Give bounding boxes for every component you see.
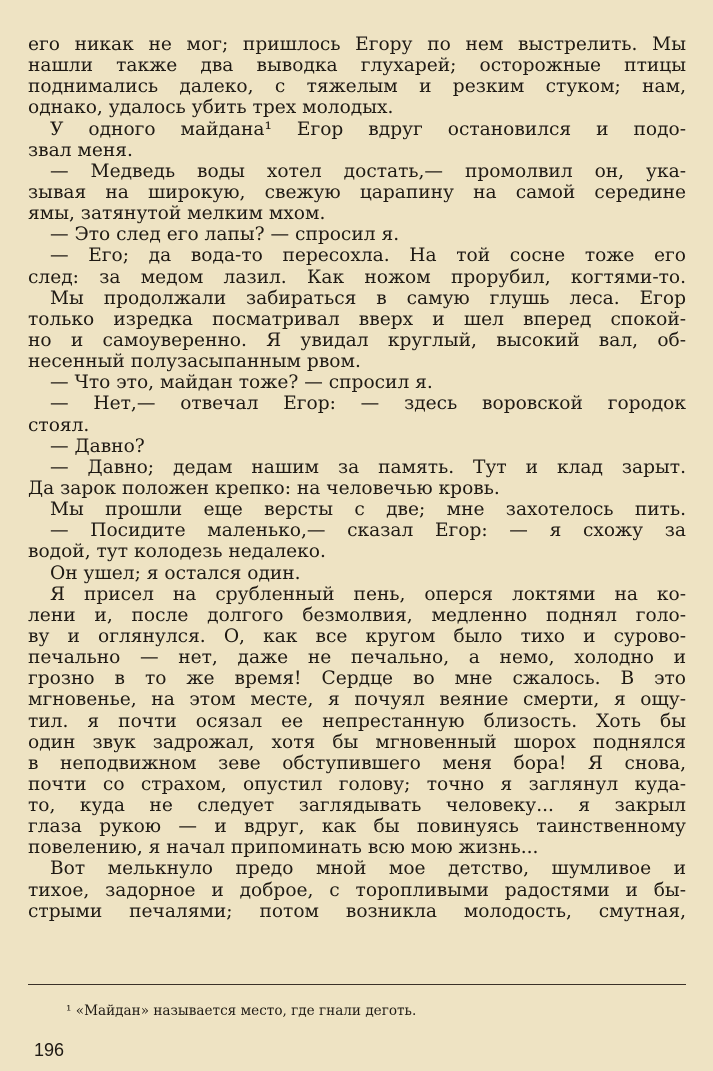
text-line: — Давно; дедам нашим за память. Тут и клад зарыт. bbox=[50, 456, 686, 478]
text-line: Я присел на срубленный пень, оперся локтями на ко- bbox=[50, 583, 686, 605]
text-line: один звук задрожал, хотя бы мгновенный шорох поднялся bbox=[28, 731, 686, 753]
text-line: тихое, задорное и доброе, с торопливыми радостями и бы- bbox=[28, 879, 686, 901]
text-line: ямы, затянутой мелким мхом. bbox=[28, 203, 326, 225]
text-line: — Нет,— отвечал Егор: — здесь воровской городок bbox=[50, 393, 686, 415]
text-line: но и самоуверенно. Я увидал круглый, высокий вал, об- bbox=[28, 329, 686, 351]
text-line: тил. я почти осязал ее непрестанную близость. Хоть бы bbox=[28, 710, 686, 732]
page-body bbox=[28, 34, 686, 922]
text-line: Он ушел; я остался один. bbox=[50, 562, 301, 584]
text-line: ву и оглянулся. О, как все кругом было тихо и сурово- bbox=[28, 625, 686, 647]
text-line: след: за медом лазил. Как ножом прорубил, когтями-то. bbox=[28, 266, 686, 288]
text-line: — Его; да вода-то пересохла. На той сосне тоже его bbox=[50, 245, 686, 267]
text-line: печально — нет, даже не печально, а немо, холодно и bbox=[28, 647, 686, 669]
text-line: повелению, я начал припоминать всю мою жизнь... bbox=[28, 837, 539, 859]
text-line: стоял. bbox=[28, 414, 90, 436]
text-line: поднимались далеко, с тяжелым и резким стуком; нам, bbox=[28, 76, 686, 98]
page-number: 196 bbox=[34, 1040, 65, 1060]
text-line: лени и, после долгого безмолвия, медленно поднял голо- bbox=[28, 604, 686, 626]
text-line: его никак не мог; пришлось Егору по нем выстрелить. Мы bbox=[28, 34, 686, 55]
text-line: Мы прошли еще версты с две; мне захотелось пить. bbox=[50, 499, 686, 521]
text-line: почти со страхом, опустил голову; точно я заглянул куда- bbox=[28, 773, 686, 795]
text-line: глаза рукою — и вдруг, как бы повинуясь таинственному bbox=[28, 816, 686, 838]
text-line: У одного майдана¹ Егор вдруг остановился и подо- bbox=[50, 118, 686, 140]
text-line: — Давно? bbox=[50, 435, 145, 457]
footnote-divider bbox=[28, 984, 686, 985]
text-line: грозно в то же время! Сердце во мне сжалось. В это bbox=[28, 668, 686, 690]
text-line: то, куда не следует заглядывать человеку... я закрыл bbox=[28, 795, 686, 817]
text-line: звал меня. bbox=[28, 139, 133, 161]
text-line: Мы продолжали забираться в самую глушь леса. Егор bbox=[50, 287, 686, 309]
footnote: ¹ «Майдан» называется место, где гнали деготь. bbox=[66, 1003, 417, 1019]
text-line: мгновенье, на этом месте, я почуял веяние смерти, я ощу- bbox=[28, 689, 686, 711]
text-line: однако, удалось убить трех молодых. bbox=[28, 97, 394, 119]
text-line: — Медведь воды хотел достать,— промолвил он, ука- bbox=[50, 160, 686, 182]
text-line: Да зарок положен крепко: на человечью кровь. bbox=[28, 477, 500, 499]
text-line: — Посидите маленько,— сказал Егор: — я схожу за bbox=[50, 520, 686, 542]
text-line: Вот мелькнуло предо мной мое детство, шумливое и bbox=[50, 858, 686, 880]
text-line: только изредка посматривал вверх и шел вперед спокой- bbox=[28, 308, 686, 330]
text-line: стрыми печалями; потом возникла молодость, смутная, bbox=[28, 900, 686, 922]
text-line: в неподвижном зеве обступившего меня бора! Я снова, bbox=[28, 752, 686, 774]
text-line: нашли также два выводка глухарей; осторожные птицы bbox=[28, 55, 686, 77]
text-line: зывая на широкую, свежую царапину на самой середине bbox=[28, 181, 686, 203]
text-line: — Это след его лапы? — спросил я. bbox=[50, 224, 400, 246]
text-line: — Что это, майдан тоже? — спросил я. bbox=[50, 372, 433, 394]
text-line: водой, тут колодезь недалеко. bbox=[28, 541, 326, 563]
text-line: несенный полузасыпанным рвом. bbox=[28, 351, 361, 373]
